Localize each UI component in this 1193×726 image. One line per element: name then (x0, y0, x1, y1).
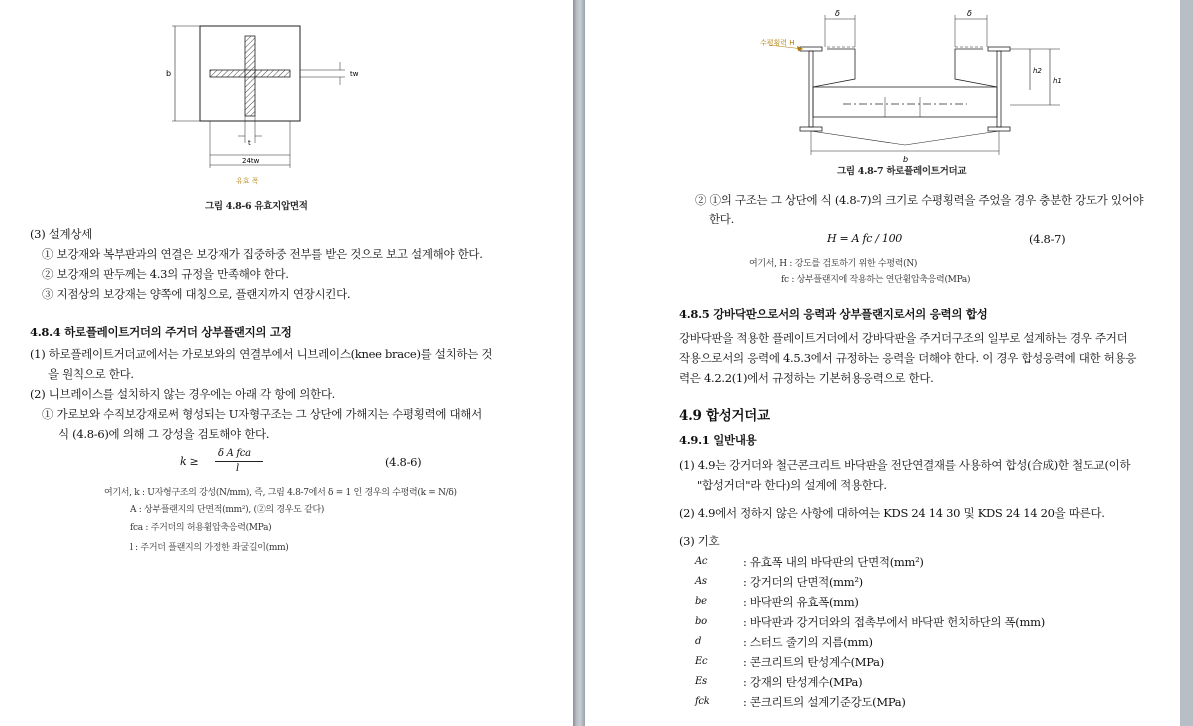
equation-numerator: δ A fca (218, 448, 251, 459)
fig6-b-label: b (166, 69, 172, 78)
list-item: ① 보강재와 복부판과의 연결은 보강재가 집중하중 전부를 받은 것으로 보고 설계해야 한다. (42, 247, 483, 261)
section-heading: 4.8.5 강바닥판으로서의 응력과 상부플랜지로서의 응력의 합성 (679, 307, 988, 321)
definition-line: 여기서, k : U자형구조의 강성(N/mm), 즉, 그림 4.8-7에서 δ = 1 인 경우의 수평력(k = N/δ) (104, 488, 457, 498)
document-page-right (585, 0, 1180, 726)
symbol-description: : 콘크리트의 탄성계수(MPa) (743, 655, 884, 669)
symbol: Es (695, 676, 707, 687)
fig7-b-label: b (903, 155, 909, 164)
symbol: d (695, 636, 702, 647)
section-title: (3) 기호 (679, 534, 720, 548)
chapter-heading: 4.9 합성거더교 (679, 408, 770, 424)
paragraph: ① 가로보와 수직보강재로써 형성되는 U자형구조는 그 상단에 가해지는 수평횡력에 대해서 (42, 407, 482, 421)
fig6-effect-label: 유효 폭 (236, 177, 259, 185)
section-heading: 4.8.4 하로플레이트거더의 주거더 상부플랜지의 고정 (30, 325, 292, 339)
symbol: Ac (695, 556, 708, 567)
page-gutter (573, 0, 585, 726)
definition-line: fca : 주거더의 허용휨압축응력(MPa) (130, 523, 272, 533)
fig7-delta-right: δ (967, 9, 972, 18)
paragraph: "합성거더"라 한다)의 설계에 적용한다. (697, 478, 887, 492)
paragraph: (1) 하로플레이트거더교에서는 가로보와의 연결부에서 니브레이스(knee brace)를 설치하는 것 (30, 347, 493, 361)
document-page-left (0, 0, 573, 726)
fig7-force-label: 수평횡력 H (760, 39, 795, 47)
page-gutter-right (1180, 0, 1193, 726)
symbol: be (695, 596, 707, 607)
list-item: ② 보강재의 판두께는 4.3의 규정을 만족해야 한다. (42, 267, 289, 281)
symbol: bo (695, 616, 707, 627)
symbol-description: : 바닥판의 유효폭(mm) (743, 595, 859, 609)
section-title: (3) 설계상세 (30, 227, 92, 241)
symbol-description: : 강거더의 단면적(mm²) (743, 575, 863, 589)
symbol: Ec (695, 656, 708, 667)
definition-line: 여기서, H : 강도를 검토하기 위한 수평력(N) (749, 259, 918, 269)
paragraph: ② ①의 구조는 그 상단에 식 (4.8-7)의 크기로 수평횡력을 주었을 경우 충분한 강도가 있어야 (695, 193, 1144, 207)
fig6-tw-label: tw (350, 70, 359, 78)
equation-denominator: l (236, 463, 239, 474)
paragraph: 력은 4.2.2(1)에서 규정하는 기본허용응력으로 한다. (679, 371, 934, 385)
paragraph: (2) 니브레이스를 설치하지 않는 경우에는 아래 각 항에 의한다. (30, 387, 336, 401)
figure-4-8-7-diagram (755, 5, 1085, 165)
symbol-description: : 강재의 탄성계수(MPa) (743, 675, 863, 689)
paragraph: (2) 4.9에서 정하지 않은 사항에 대하여는 KDS 24 14 30 및 KDS 24 14 20을 따른다. (679, 506, 1105, 520)
symbol: As (695, 576, 707, 587)
fig7-h1-label: h1 (1053, 77, 1062, 85)
fig6-width-label: 24tw (242, 157, 260, 165)
list-item: ③ 지점상의 보강재는 양쪽에 대칭으로, 플랜지까지 연장시킨다. (42, 287, 351, 301)
section-heading: 4.9.1 일반내용 (679, 433, 757, 447)
paragraph: 작용으로서의 응력에 4.5.3에서 규정하는 응력을 더해야 한다. 이 경우 합성응력에 대한 허용응 (679, 351, 1137, 365)
figure-caption: 그림 4.8-6 유효지압면적 (205, 201, 308, 212)
equation-number: (4.8-7) (1029, 232, 1066, 246)
figure-4-8-6-diagram (150, 18, 400, 193)
symbol-description: : 유효폭 내의 바닥판의 단면적(mm²) (743, 555, 924, 569)
fig6-t-label: t (248, 139, 251, 147)
symbol-description: : 바닥판과 강거더와의 접촉부에서 바닥판 헌치하단의 폭(mm) (743, 615, 1045, 629)
symbol-description: : 콘크리트의 설계기준강도(MPa) (743, 695, 906, 709)
fig7-delta-left: δ (835, 9, 840, 18)
equation-lhs: k ≥ (180, 455, 199, 468)
paragraph: 강바닥판을 적용한 플레이트거더에서 강바닥판을 주거더구조의 일부로 설계하는 경우 주거더 (679, 331, 1128, 345)
definition-line: fc : 상부플랜지에 작용하는 연단휨압축응력(MPa) (781, 275, 971, 285)
symbol-description: : 스터드 줄기의 지름(mm) (743, 635, 873, 649)
fig7-h2-label: h2 (1033, 67, 1042, 75)
paragraph: 식 (4.8-6)에 의해 그 강성을 검토해야 한다. (58, 427, 270, 441)
definition-line: A : 상부플랜지의 단면적(mm²), (②의 경우도 같다) (130, 505, 325, 515)
paragraph: 을 원칙으로 한다. (48, 367, 134, 381)
symbol: fck (695, 696, 710, 707)
figure-caption: 그림 4.8-7 하로플레이트거더교 (837, 166, 967, 177)
paragraph: (1) 4.9는 강거더와 철근콘크리트 바닥판을 전단연결재를 사용하여 합성(合成)한 철도교(이하 (679, 458, 1131, 472)
equation: H = A fc / 100 (827, 232, 902, 245)
definition-line: l : 주거더 플랜지의 가정한 좌굴길이(mm) (130, 543, 289, 553)
equation-number: (4.8-6) (385, 455, 422, 469)
fraction-bar (215, 461, 263, 462)
paragraph: 한다. (709, 212, 734, 226)
